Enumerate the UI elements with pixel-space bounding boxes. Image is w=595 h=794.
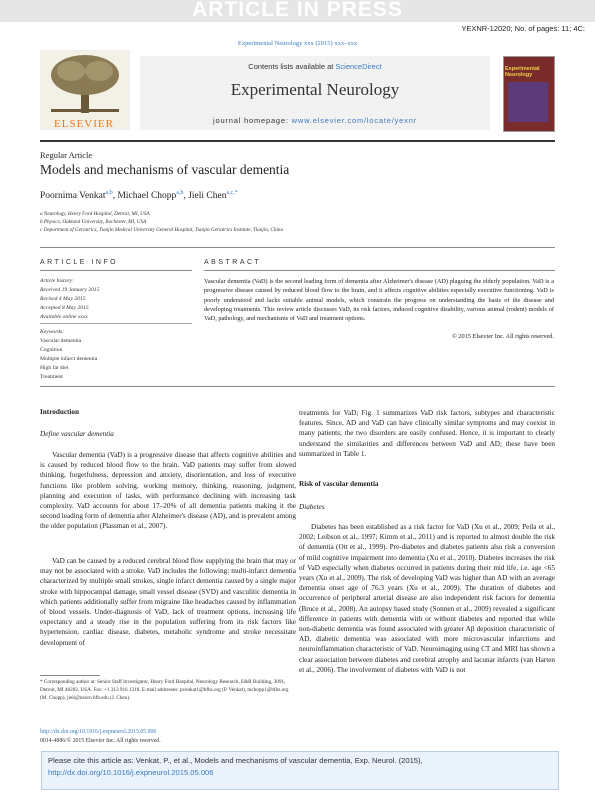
keyword: Cognition	[40, 347, 63, 353]
history-item: Revised 4 May 2015	[40, 296, 86, 302]
section-rule	[40, 247, 555, 248]
doi-link[interactable]: http://dx.doi.org/10.1016/j.expneurol.2015.05.006	[40, 729, 157, 735]
author-name[interactable]: Poornima Venkat	[40, 191, 106, 202]
keywords	[40, 328, 97, 382]
journal-citation-header[interactable]: Experimental Neurology xxx (2015) xxx–xxx	[237, 40, 358, 47]
intro-paragraph: VaD can be caused by a reduced cerebral blood flow supplying the brain that may or may not be associated with a stroke. VaD includes the following: multi-infarct dementia characterized by multiple small strokes, single infarct dementia caused by a single major stroke with hippocampal damage, small vessel disease (SVD) and vasculitic dementia in which patients additionally suffer from migraine like headaches caused by inflammation of blood vessels. Under-diagnosis of VaD, lack of treatment options, increasing life expectancy and a steady rise in the population suffering from its risk factors like hypertension, cardiac disease, diabetes, metabolic syndrome and stroke necessitate development of	[40, 557, 296, 647]
abstract-text: Vascular dementia (VaD) is the second leading form of dementia after Alzheimer's disease (AD) plaguing the elderly population. VaD is a progressive disease caused by reduced blood flow to the brain, and it affects cognitive abilities especially executive functioning. VaD is poorly understood and lacks suitable animal models, which constrain the progress on understanding the basis of the disease and developing treatments. This review article discusses VaD, its risk factors, induced cognitive disability, various animal (rodent) models of VaD, pathology, and mechanisms of VaD and treatment options.	[204, 278, 554, 323]
affiliation: a Neurology, Henry Ford Hospital, Detroit, MI, USA	[40, 211, 150, 217]
keyword: Multiple infarct dementia	[40, 356, 98, 362]
homepage-prefix: journal homepage:	[213, 116, 292, 125]
abstract-copyright: © 2015 Elsevier Inc. All rights reserved.	[451, 333, 554, 340]
history-label: Article history:	[40, 278, 75, 284]
manuscript-reference: YEXNR-12020; No. of pages: 11; 4C:	[461, 24, 585, 33]
keywords-rule	[40, 323, 192, 324]
corresponding-author-footnote: * Corresponding author at: Senior Staff Investigator, Henry Ford Hospital, Neurology Research, E&R Building, 3091, Detroit, MI 48202, USA. Fax: +1 313 916 1318. E-mail addresses: pvenkat1@hfhs.org (P. Venkat), mchopp1@hfhs.org (M. Chopp), jieli@neuro.hfh.edu (J. Chen).	[40, 679, 289, 702]
body-rule	[40, 386, 555, 387]
article-in-press-title: ARTICLE IN PRESS	[192, 0, 403, 21]
keyword: High fat diet	[40, 365, 69, 371]
diabetes-subheading: Diabetes	[299, 503, 325, 511]
contents-line	[140, 62, 490, 71]
article-type: Regular Article	[40, 150, 93, 160]
journal-homepage-line	[140, 116, 490, 125]
cover-title: Experimental Neurology	[505, 66, 540, 78]
affiliation: b Physics, Oakland University, Rochester, MI, USA	[40, 219, 147, 225]
author-affil-sup[interactable]: a,b	[176, 190, 184, 196]
introduction-heading: Introduction	[40, 408, 80, 416]
article-history	[40, 277, 100, 322]
article-title: Models and mechanisms of vascular dementia	[40, 162, 290, 177]
keywords-label: Keywords:	[40, 329, 65, 335]
author-affil-sup[interactable]: a,b	[105, 190, 113, 196]
issn-line: 0014-4886/© 2015 Elsevier Inc. All rights reserved.	[40, 738, 161, 744]
journal-name: Experimental Neurology	[230, 80, 400, 99]
abstract-heading: ABSTRACT	[204, 259, 262, 266]
risk-heading: Risk of vascular dementia	[299, 480, 379, 488]
cover-artwork	[508, 82, 548, 122]
author-name[interactable]: Jieli Chen	[188, 191, 227, 202]
body-paragraph: treatments for VaD; Fig. 1 summarizes VaD risk factors, subtypes and characteristic features. Since, AD and VaD can have clinically similar symptoms and may coexist in many patients; the two disorders are easily confused. Hence, it is important to clearly understand the similarities and differences between VaD and AD; these have been summarized in Table 1.	[299, 409, 555, 458]
sciencedirect-link[interactable]: ScienceDirect	[335, 62, 382, 71]
history-item: Received 19 January 2015	[40, 287, 100, 293]
cite-doi-link[interactable]: http://dx.doi.org/10.1016/j.expneurol.2015.05.006	[48, 768, 214, 777]
cite-text: Please cite this article as: Venkat, P., et al., Models and mechanisms of vascular dementia, Exp. Neurol. (2015),	[48, 756, 423, 765]
history-item: Available online xxxx	[40, 314, 88, 320]
define-vad-subheading: Define vascular dementia	[40, 430, 114, 438]
author-list: Poornima Venkat$^{a,b}$, Michael Chopp$^{a,b}$, Jieli Chen$^{a,c,*}$	[40, 190, 238, 202]
tree-icon	[41, 51, 129, 117]
homepage-link[interactable]: www.elsevier.com/locate/yexnr	[291, 116, 417, 125]
author-affil-sup[interactable]: a,c,*	[226, 190, 238, 196]
article-info-heading: ARTICLE INFO	[40, 259, 119, 266]
cite-this-article-text	[48, 755, 548, 779]
abstract-rule	[204, 270, 555, 271]
footnote-rule	[40, 675, 100, 676]
keyword: Treatment	[40, 374, 63, 380]
elsevier-wordmark: ELSEVIER	[54, 118, 114, 130]
header-rule	[40, 140, 555, 142]
author-name[interactable]: Michael Chopp	[117, 191, 177, 202]
article-info-rule	[40, 270, 192, 271]
history-item: Accepted 8 May 2015	[40, 305, 89, 311]
diabetes-paragraph: Diabetes has been established as a risk factor for VaD (Xu et al., 2009; Peila et al., 2002; Leibson et al., 1997; Kimm et al., 2011) and is reported to almost double the risk of dementia (Ott et al., 1999). Pre-diabetes and diabetes patients also risk a conversion of mild cognitive impairment into dementia (Xu et al., 2010). Diabetes increases the risk of VaD especially when diabetes occurred in patients during their mid life, i.e. age <65 years (Xu et al., 2009). The risk of developing VaD was higher than AD with an average dementia onset age of 76.3 years (Xu et al., 2009). The duration of diabetes and occurrence of peripheral arterial disease are also independent risk factors for dementia (Bruce et al., 2008). An autopsy based study (Sonnen et al., 2009) revealed a significant difference in patients with dementia with or without diabetes and reported that while non-diabetic dementia was found associated with greater Aβ deposition characteristic of AD, diabetic dementia was associated with more microvascular infarctions and neuroinflammation characteristic of VaD. Neuroimaging using CT and MRI has shown a clear association between diabetes and cerebral atrophy and lacunar infarcts (van Harten et al., 2006). The involvement of diabetes with VaD is not	[299, 523, 555, 674]
keyword: Vascular dementia	[40, 338, 82, 344]
contents-prefix: Contents lists available at	[248, 62, 336, 71]
affiliation: c Department of Geriatrics, Tianjin Medical University General Hospital, Tianjin Geriatrics Institute, Tianjin, China	[40, 227, 284, 233]
intro-paragraph: Vascular dementia (VaD) is a progressive disease that affects cognitive abilities and is caused by reduced blood flow to the brain. VaD patients may suffer from slowed thinking, forgetfulness, depression and anxiety, disorientation, and loss of executive functions like problem solving, working memory, thinking, reasoning, judgment, planning and execution of tasks, with performance declining with increasing task complexity. VaD accounts for about 17–20% of all dementia patients making it the second leading form of dementia after Alzheimer's disease (AD), and is prevalent among the older population (Plassman et al., 2007).	[40, 451, 296, 531]
